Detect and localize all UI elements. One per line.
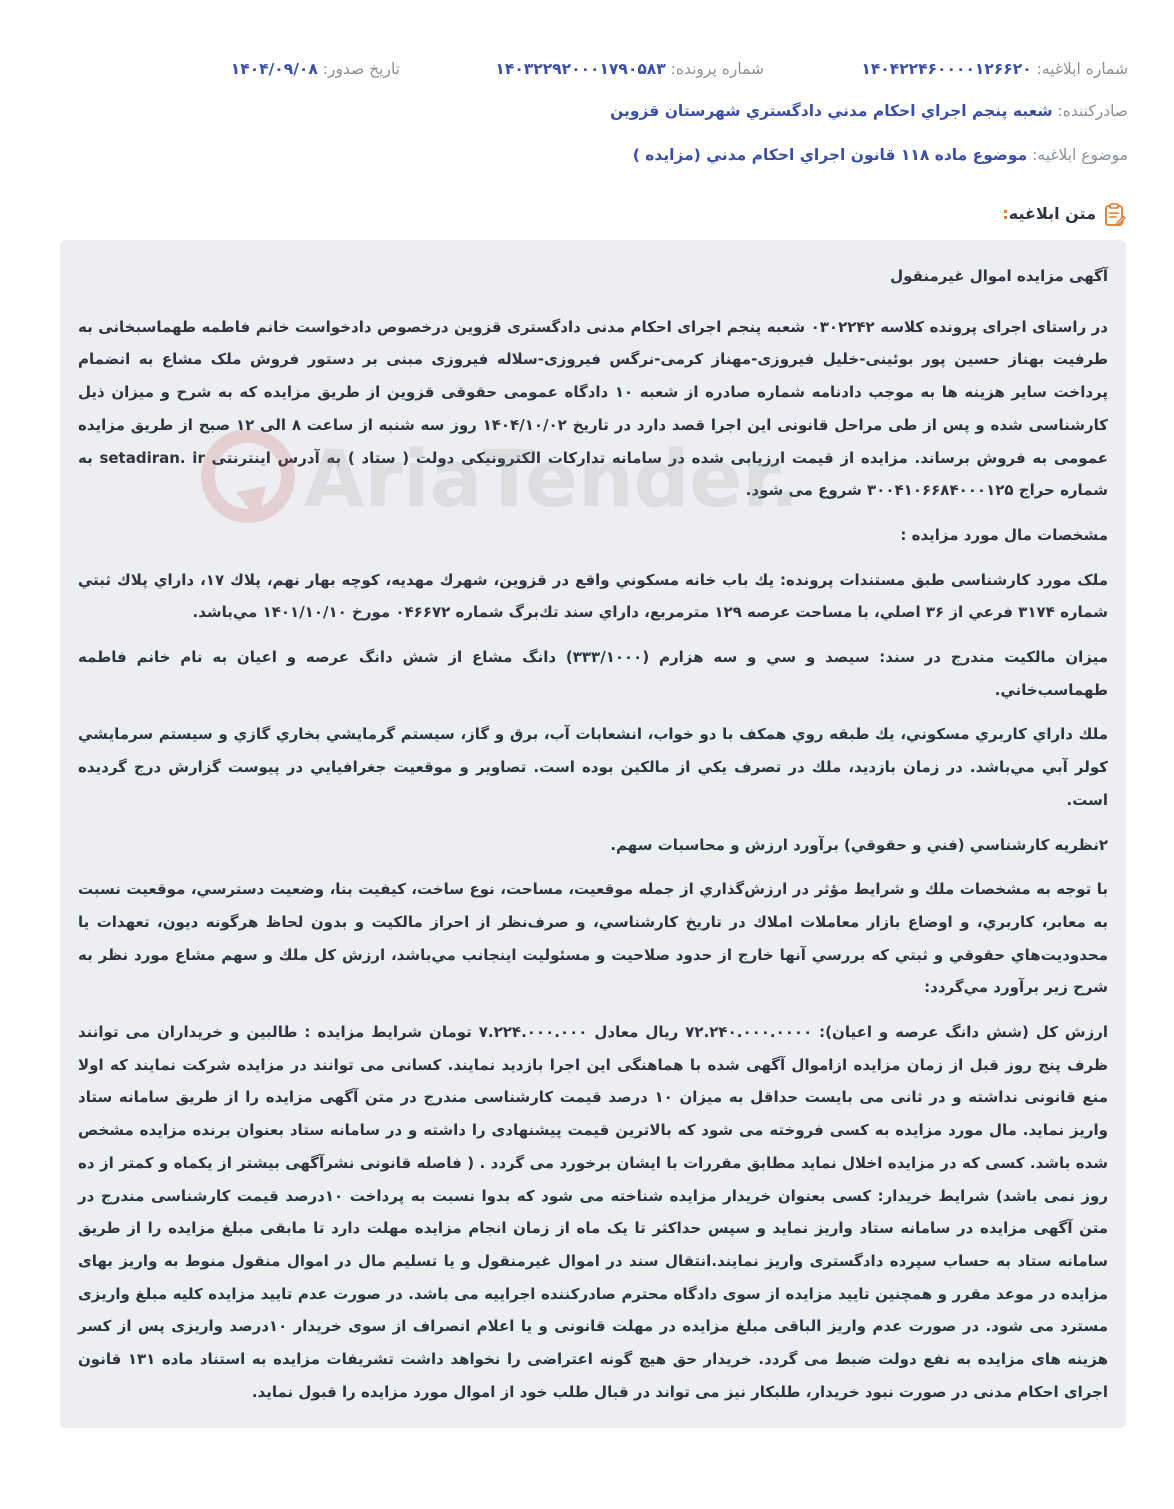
subject-label: موضوع ابلاغيه: bbox=[1032, 146, 1128, 164]
body-paragraph-ownership: ميزان مالكيت مندرج در سند: سيصد و سي و سه هزارم (۳۳۳/۱۰۰۰) دانگ مشاع از شش دانگ عرصه و اعيان به نام خانم فاطمه طهماسب‌خاني. bbox=[78, 648, 1109, 699]
body-paragraph-property-heading: مشخصات مال مورد مزایده : bbox=[900, 525, 1108, 544]
body-title: آگهی مزایده اموال غیرمنقول bbox=[890, 267, 1108, 285]
notice-text-heading-colon: : bbox=[1002, 204, 1009, 223]
body-paragraph-property: ملک مورد کارشناسی طبق مستندات پرونده: يك باب خانه مسكوني واقع در قزوين، شهرك مهديه، كوچه بهار نهم، پلاك ۱۷، داراي پلاك ثبتي شماره ۳۱۷۴ فرعي از ۳۶ اصلي، با مساحت عرصه ۱۲۹ مترمربع، داراي سند تك‌برگ شماره ۰۴۶۶۷۲ مورخ ۱۴۰۱/۱۰/۱۰ مي‌باشد. bbox=[78, 570, 1108, 622]
case-number-value: ۱۴۰۳۲۲۹۲۰۰۰۱۷۹۰۵۸۳ bbox=[495, 60, 666, 78]
body-paragraph-valuation: با توجه به مشخصات ملك و شرايط مؤثر در ارزش‌گذاري از جمله موقعيت، مساحت، نوع ساخت، كيفيت بنا، وضعيت دسترسي، موقعيت نسبت به معابر، كاربري، و اوضاع بازار معاملات املاك در تاريخ كارشناسي، و صرف‌نظر از احراز مالكيت و بدون لحاظ هرگونه ديون، تعهدات يا محدوديت‌هاي حقوقي و ثبتي كه بررسي آنها خارج از حدود صلاحيت و مسئوليت اينجانب مي‌باشد، ارزش كل ملك و سهم مشاع مورد نظر به شرح زير برآورد مي‌گردد: bbox=[78, 880, 1108, 997]
issuer-label: صادرکننده: bbox=[1057, 102, 1128, 120]
subject-row bbox=[46, 143, 1128, 167]
case-number bbox=[495, 57, 764, 81]
body-paragraph-features: ملك داراي كاربري مسكوني، يك طبقه روي همكف با دو خواب، انشعابات آب، برق و گاز، سيستم گرمايشي بخاري گازي و سيستم سرمايشي كولر آبي مي‌باشد. در زمان بازديد، ملك در تصرف يكي از مالكين بوده است. تصاوير و موقعيت جغرافيايي در پيوست گزارش درج گرديده است. bbox=[78, 725, 1108, 809]
subject-value: موضوع ماده ۱۱۸ قانون اجراي احکام مدني (مزايده ) bbox=[632, 146, 1028, 164]
notice-number bbox=[861, 57, 1128, 81]
notice-number-label: شماره ابلاغيه: bbox=[1036, 60, 1128, 78]
issue-date-value: ۱۴۰۴/۰۹/۰۸ bbox=[230, 60, 318, 78]
notice-number-value: ۱۴۰۴۲۲۴۶۰۰۰۰۱۲۶۶۲۰ bbox=[861, 60, 1032, 78]
case-number-label: شماره پرونده: bbox=[670, 60, 764, 78]
body-paragraph-terms: ارزش كل (شش دانگ عرصه و اعيان): ۷۲.۲۴۰.۰۰۰.۰۰۰۰ ريال معادل ۷.۲۲۴.۰۰۰.۰۰۰ تومان شرایط مزایده : طالبین و خریداران می توانند ظرف پنج روز قبل از زمان مزایده ازاموال آگهی شده با هماهنگی این اجرا بازدید نمایند. کسانی می توانند در مزایده شرکت نمایند که اولا منع قانونی نداشته و در ثانی می بایست حداقل به میزان ۱۰ درصد قیمت کارشناسی مندرج در متن آگهی مزایده را از طریق سامانه ستاد واریز نماید. مال مورد مزایده به کسی فروخته می شود که بالاترین قیمت پیشنهادی را داشته و در سامانه ستاد بعنوان برنده مزایده مشخص شده باشد. کسی که در مزایده اخلال نماید مطابق مقررات با ایشان برخورد می گردد . ( فاصله قانونی نشرآگهی بیشتر از یکماه و کمتر از ده روز نمی باشد) شرایط خریدار: کسی بعنوان خریدار مزایده شناخته می شود که بدوا نسبت به پرداخت ۱۰درصد قیمت کارشناسی مندرج در متن آگهی مزایده در سامانه ستاد واریز نماید و سپس حداکثر تا یک ماه از زمان انجام مزایده مهلت دارد تا مابقی مبلغ مزایده را از طریق سامانه ستاد به حساب سپرده دادگستری واریز نمایند.انتقال سند در اموال غیرمنقول و یا تسلیم مال در اموال منقول منوط به واریز بهای مزایده در موعد مقرر و همچنین تایید مزایده از سوی دادگاه محترم صادرکننده اجراییه می باشد. در صورت عدم تایید مزایده کلیه مبلغ واریزی مسترد می شود. در صورت عدم واریز الباقی مبلغ مزایده در مهلت قانونی و یا اعلام انصراف از سوی خریدار ۱۰درصد واریزی پس از کسر هزینه های مزایده به نفع دولت ضبط می گردد. خریدار حق هیچ گونه اعتراضی را نخواهد داشت تشریفات مزایده به استناد ماده ۱۳۱ قانون اجرای احکام مدنی در صورت نبود خریدار، طلبکار نیز می تواند در قبال طلب خود از اموال مورد مزایده را قبول نماید. bbox=[78, 1023, 1109, 1401]
notice-body-card bbox=[60, 240, 1126, 1428]
document-icon bbox=[1104, 203, 1126, 227]
issuer-value: شعبه پنجم اجراي احکام مدني دادگستري شهرستان قزوين bbox=[610, 102, 1053, 120]
issue-date-label: تاريخ صدور: bbox=[322, 60, 400, 78]
body-paragraph-intro: در راستای اجرای پرونده کلاسه ۰۳۰۲۲۴۲ شعبه پنجم اجرای احکام مدنی دادگستری قزوین درخصوص دادخواست خانم فاطمه طهماسبخانی به طرفیت بهناز حسین پور بوئینی-خلیل فیروزی-مهناز کرمی-نرگس فیروزی-سلاله فیروزی مبنی بر دستور فروش ملک مشاع به انضمام پرداخت سایر هزینه ها به موجب دادنامه شماره صادره از شعبه ۱۰ دادگاه عمومی حقوقی قزوین از طریق مزایده که به شرح و میزان ذیل کارشناسی شده و پس از طی مراحل قانونی این اجرا قصد دارد در تاریخ ۱۴۰۴/۱۰/۰۲ روز سه شنبه از ساعت ۸ الی ۱۲ صبح از طریق مزایده عمومی به فروش برساند. مزایده از قیمت ارزیابی شده در سامانه تدارکات الکترونیکی دولت ( ستاد ) به آدرس اینترنتی setadiran. ir به شماره حراج ۳۰۰۴۱۰۶۶۸۴۰۰۰۱۲۵ شروع می شود. bbox=[78, 317, 1109, 500]
issuer-row bbox=[46, 99, 1128, 123]
body-paragraph-opinion-heading: ۲نظريه كارشناسي (فني و حقوقي) برآورد ارزش و محاسبات سهم. bbox=[610, 835, 1108, 854]
notice-text-heading bbox=[1002, 200, 1126, 228]
notice-text-heading-label: متن ابلاغيه bbox=[1008, 204, 1096, 223]
issue-date bbox=[231, 57, 400, 81]
